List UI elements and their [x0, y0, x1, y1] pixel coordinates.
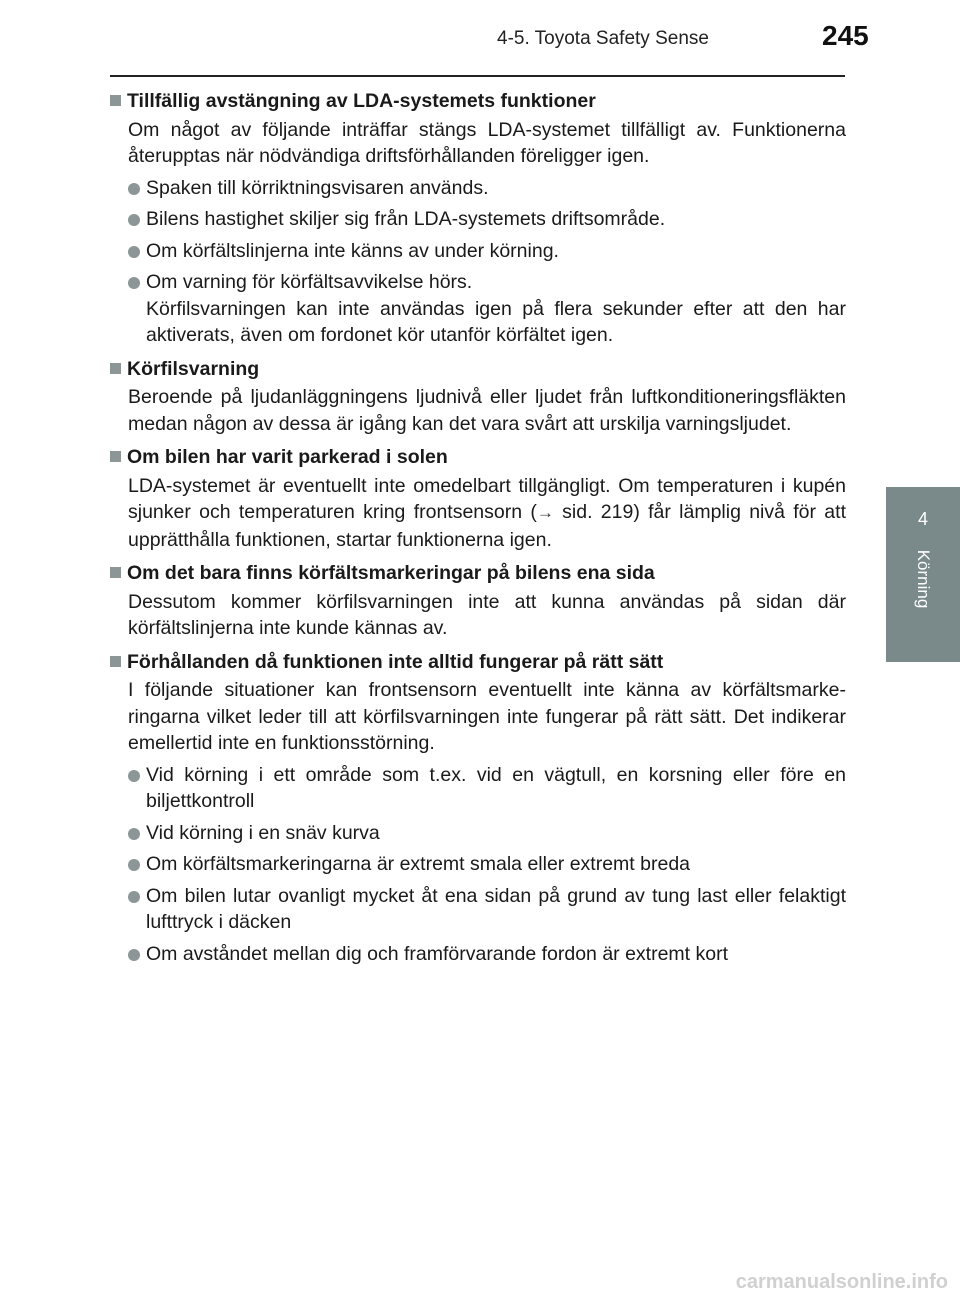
- paragraph-text-end: sid. 219) får lämplig nivå för att upprätthålla funktionen, startar funktionerna igen.: [128, 501, 846, 551]
- square-bullet-icon: [110, 95, 121, 106]
- square-bullet-icon: [110, 567, 121, 578]
- watermark: carmanualsonline.info: [735, 1271, 948, 1293]
- list-item-text: Om körfältsmarkeringarna är extremt smala eller extremt breda: [146, 853, 691, 875]
- circle-bullet-icon: [128, 246, 140, 258]
- circle-bullet-icon: [128, 214, 140, 226]
- section-title: [110, 88, 846, 115]
- header-section-title: 4-5. Toyota Safety Sense: [497, 28, 709, 49]
- list-item: [128, 883, 846, 936]
- list-item: [128, 941, 846, 968]
- section-paragraph: Dessutom kommer körfilsvarningen inte att kunna användas på sidan där körfältslinjerna inte kunde kännas av.: [128, 590, 846, 639]
- list-item-text: Om varning för körfältsavvikelse hörs. Körfilsvarningen kan inte användas igen på flera sekunder efter att den har aktiverats, även om fordonet kör utanför körfältet igen.: [146, 271, 846, 346]
- section-paragraph: I följande situationer kan frontsensorn eventuellt inte känna av körfältsmarkeringarna vilket leder till att körfilsvarningen inte fungerar på rätt sätt. Det indikerar emellertid inte en funktionsstörning.: [128, 679, 846, 754]
- section-title-text: Om bilen har varit parkerad i solen: [127, 446, 448, 468]
- section-title-text: Tillfällig avstängning av LDA-systemets funktioner: [127, 90, 596, 112]
- list-item: [128, 762, 846, 815]
- section-paragraph: [128, 473, 846, 554]
- list-item-text: Spaken till körriktningsvisaren används.: [146, 176, 489, 199]
- list-item: [128, 820, 846, 847]
- circle-bullet-icon: [128, 891, 140, 903]
- list-item-text: Bilens hastighet skiljer sig från LDA-systemets driftsområde.: [146, 208, 666, 230]
- circle-bullet-icon: [128, 183, 140, 195]
- section-paragraph: Om något av följande inträffar stängs LDA-systemet tillfälligt av. Funktionerna återupptas när nödvändiga driftsförhållanden föreligger igen.: [128, 118, 846, 167]
- section-title-text: Förhållanden då funktionen inte alltid fungerar på rätt sätt: [127, 650, 664, 673]
- section-title: [110, 444, 846, 471]
- circle-bullet-icon: [128, 277, 140, 289]
- chapter-label: Körning: [914, 549, 933, 609]
- circle-bullet-icon: [128, 949, 140, 961]
- list-item-text: Vid körning i ett område som t.ex. vid en vägtull, en korsning eller före en biljettkontroll: [146, 763, 846, 812]
- list-item: [128, 851, 846, 878]
- circle-bullet-icon: [128, 770, 140, 782]
- square-bullet-icon: [110, 451, 121, 462]
- section-title: [110, 649, 846, 676]
- list-item-text: Vid körning i en snäv kurva: [146, 821, 380, 844]
- list-item-text: Om avståndet mellan dig och framförvarande fordon är extremt kort: [146, 942, 729, 965]
- list-item: [128, 175, 846, 202]
- paragraph-text-start: LDA-systemet är eventuellt inte omedelbart tillgängligt. Om temperaturen i kupén sjunker och temperaturen kring frontsensorn (: [128, 474, 846, 523]
- section-paragraph: Beroende på ljudanläggningens ljudnivå eller ljudet från luftkonditioneringsfläkten medan någon av dessa är igång kan det vara svårt att urskilja varningsljudet.: [128, 386, 846, 435]
- list-item-text: Om bilen lutar ovanligt mycket åt ena sidan på grund av tung last eller felaktigt lufttryck i däcken: [146, 884, 846, 933]
- chapter-side-tab: [886, 487, 960, 662]
- circle-bullet-icon: [128, 859, 140, 871]
- circle-bullet-icon: [128, 828, 140, 840]
- header-divider: [110, 75, 845, 77]
- section-title: [110, 560, 846, 587]
- chapter-number: 4: [917, 509, 928, 529]
- page-number: 245: [822, 20, 869, 51]
- list-item: [128, 269, 846, 349]
- page-content: [110, 88, 846, 967]
- list-item-text: Om körfältslinjerna inte känns av under körning.: [146, 239, 559, 262]
- arrow-right-icon: →: [536, 503, 554, 522]
- section-title-text: Körfilsvarning: [127, 357, 260, 380]
- list-item: [128, 206, 846, 233]
- section-title: [110, 356, 846, 383]
- square-bullet-icon: [110, 363, 121, 374]
- section-title-text: Om det bara finns körfältsmarkeringar på bilens ena sida: [127, 562, 655, 584]
- list-item: [128, 238, 846, 265]
- square-bullet-icon: [110, 656, 121, 667]
